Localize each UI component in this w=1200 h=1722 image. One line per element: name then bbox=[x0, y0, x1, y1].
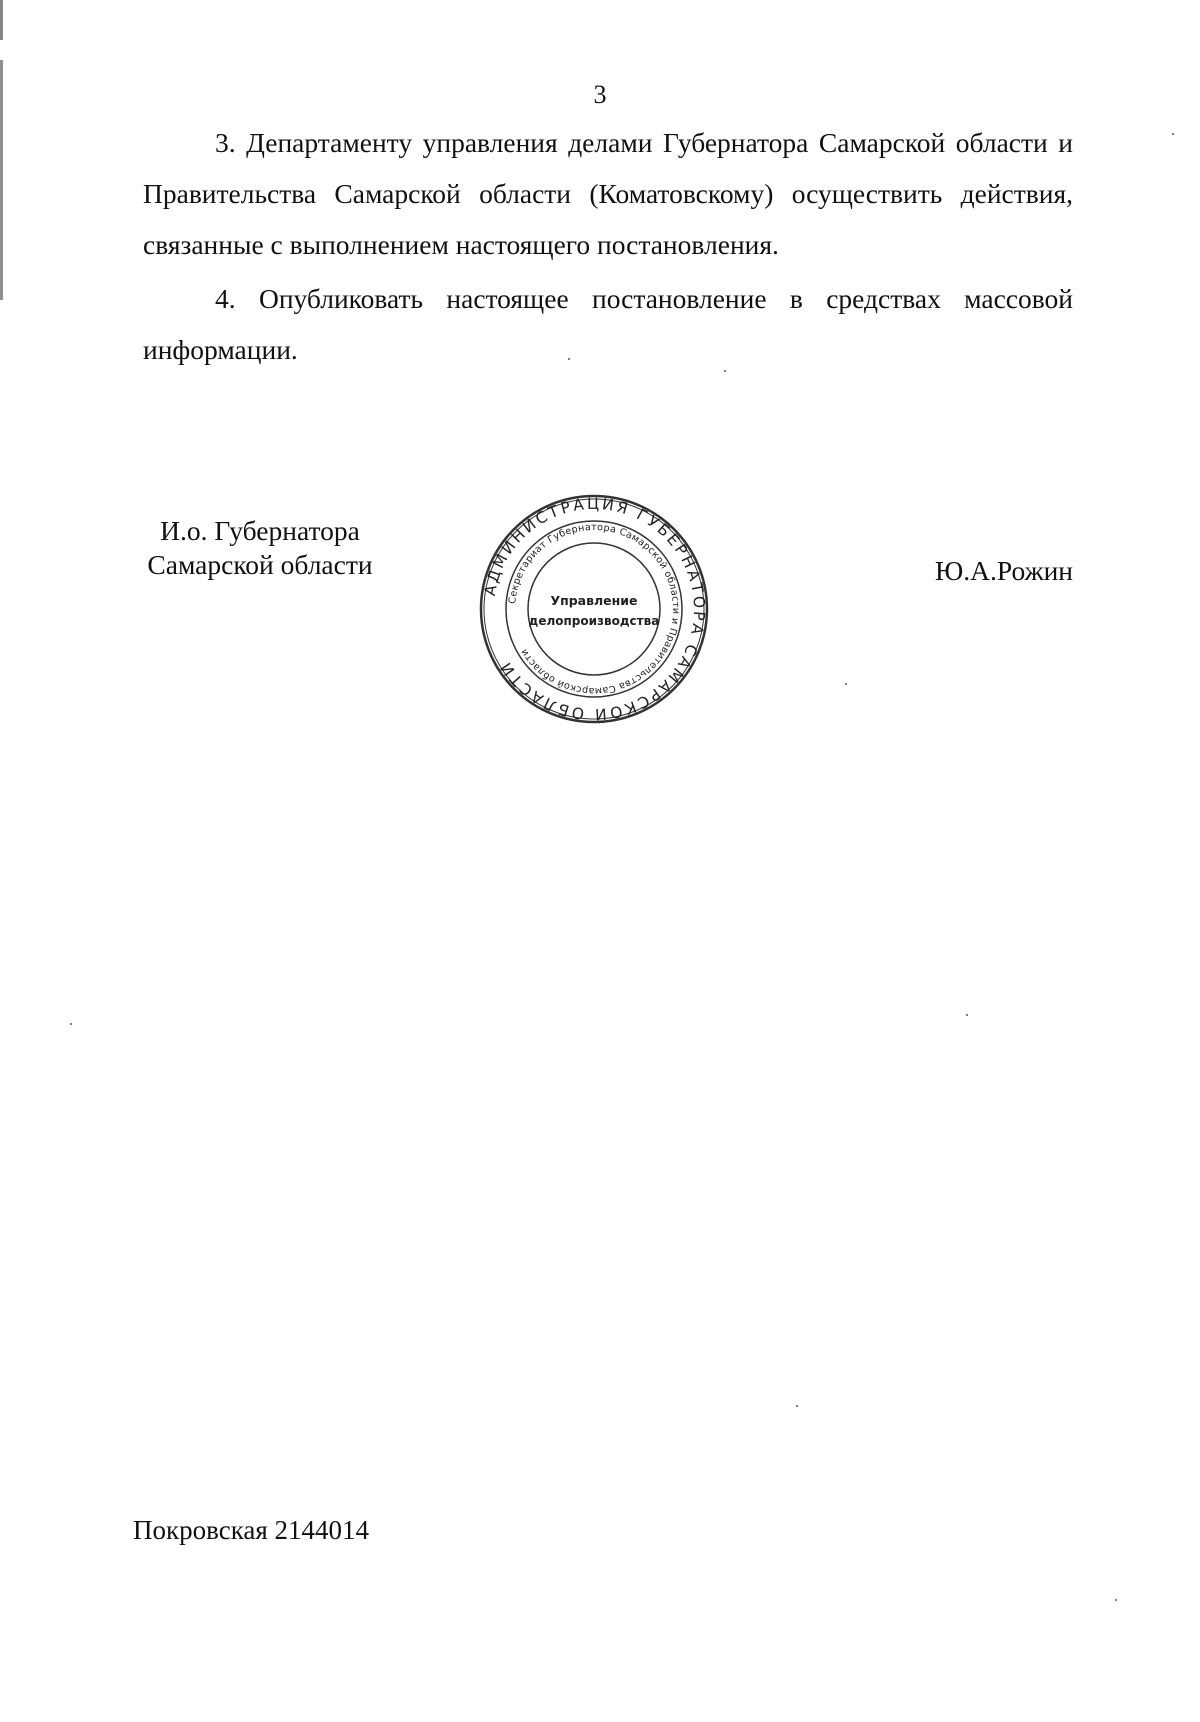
paragraph-4: 4. Опубликовать настоящее постановление в средствах массовой информации. bbox=[143, 283, 1073, 365]
signatory-title-line2: Самарской области bbox=[147, 549, 373, 580]
stamp-center-line1: Управление bbox=[550, 593, 638, 608]
stamp-inner-border bbox=[528, 543, 660, 675]
stamp-middle-border bbox=[506, 521, 682, 697]
page-number: 3 bbox=[593, 80, 607, 109]
signatory-title bbox=[130, 514, 390, 582]
executor-line: Покровская 2144014 bbox=[133, 1515, 370, 1545]
stamp-center-line2: делопроизводства bbox=[528, 614, 660, 628]
scan-speck bbox=[568, 358, 570, 360]
signatory-name: Ю.А.Рожин bbox=[935, 555, 1073, 586]
scan-speck bbox=[845, 683, 847, 685]
paragraph-3: 3. Департаменту управления делами Губернатора Самарской области и Правительства Самарской области (Коматовскому) осуществить действия, связанные с выполнением настоящего постановления. bbox=[143, 127, 1073, 260]
stamp-inner-text: Секретариат Губернатора Самарской области и Правительства Самарской области bbox=[507, 521, 682, 697]
scan-speck bbox=[724, 370, 726, 372]
scan-speck bbox=[796, 1405, 798, 1407]
official-stamp bbox=[478, 493, 710, 725]
scan-speck bbox=[70, 1023, 72, 1025]
scan-speck bbox=[966, 1014, 968, 1016]
scan-edge-artifact bbox=[0, 0, 3, 470]
scan-speck bbox=[1172, 133, 1174, 135]
document-body bbox=[143, 117, 1073, 375]
signatory-title-line1: И.о. Губернатора bbox=[160, 515, 360, 546]
stamp-outer-text: АДМИНИСТРАЦИЯ ГУБЕРНАТОРА САМАРСКОЙ ОБЛАСТИ bbox=[480, 494, 709, 724]
scan-speck bbox=[1115, 1599, 1117, 1601]
